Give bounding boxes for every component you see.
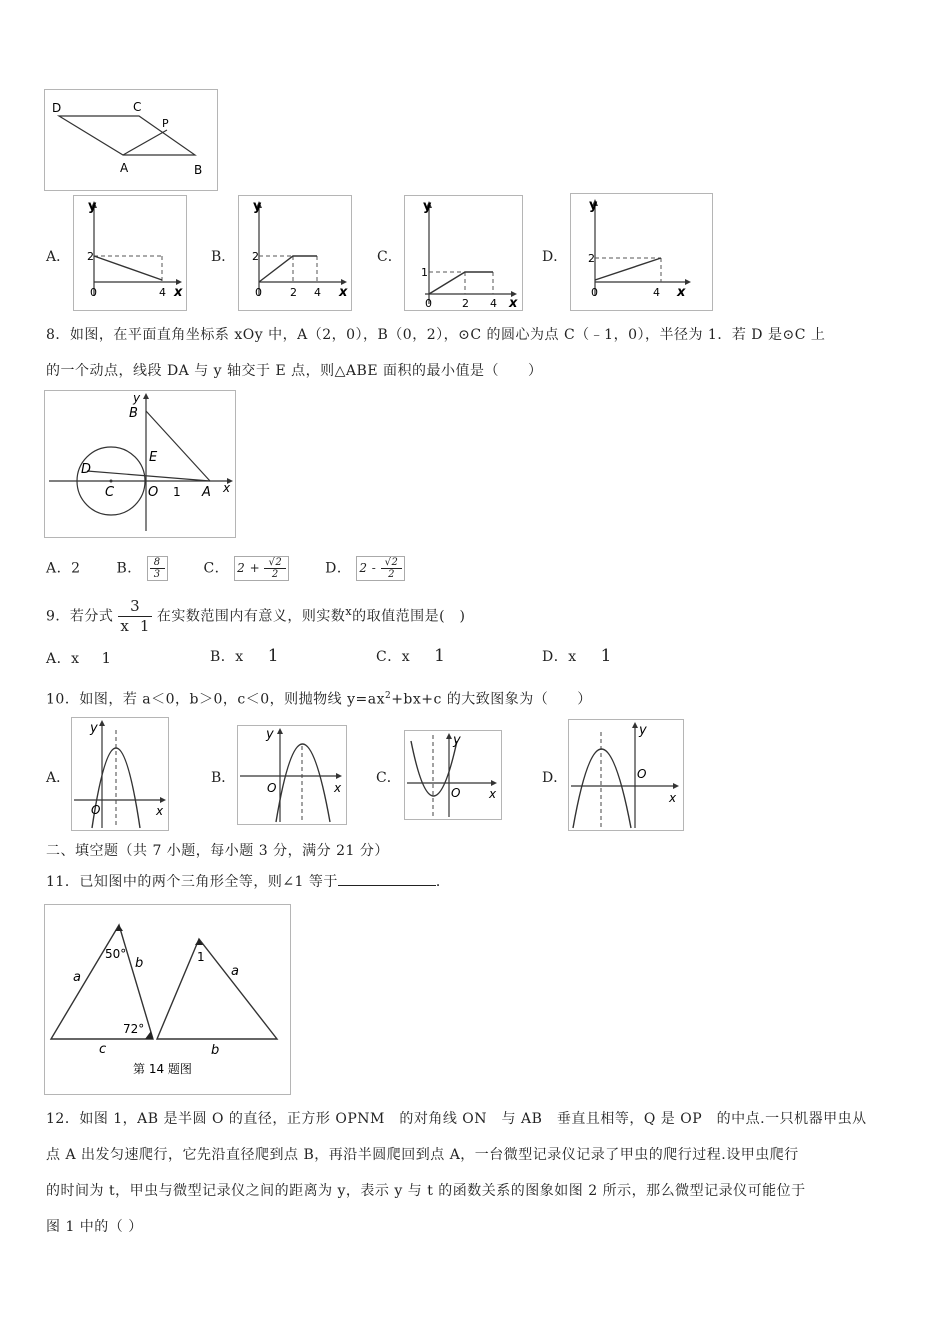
q10-option-a-label: A． — [46, 770, 71, 786]
q8-fig-x: x — [223, 481, 231, 495]
q7-label-b: B — [194, 163, 203, 177]
q11-label-a1: a — [73, 970, 81, 985]
q7-option-c-label: C． — [377, 249, 402, 265]
q10b-x: x — [334, 781, 342, 795]
q7d-y-label: y — [589, 198, 598, 213]
q8-option-c-whole: 2 + — [237, 561, 261, 575]
q11-label-50: 50° — [105, 947, 127, 961]
q9-option-c — [376, 646, 445, 667]
q12-line2: 点 A 出发匀速爬行，它先沿直径爬到点 B，再沿半圆爬回到点 A，一台微型记录仪记录了甲虫的爬行过程.设甲虫爬行 — [46, 1147, 799, 1163]
q10a-y: y — [90, 721, 98, 736]
q9-option-b-value: 1 — [267, 646, 280, 666]
q7-label-p: P — [162, 117, 169, 130]
q8-figure — [44, 390, 236, 538]
q8-option-b-label: B． — [116, 560, 142, 577]
q10-stem-sup: 2 — [384, 691, 392, 701]
q7b-x-label: x — [339, 285, 348, 300]
q10c-y: y — [453, 733, 461, 748]
q7b-tick-x4: 4 — [314, 286, 321, 299]
q7c-y-label: y — [423, 199, 432, 214]
q7d-tick-x: 4 — [653, 286, 660, 299]
q9-option-b-label: B．x — [210, 649, 244, 665]
q9-option-a-value: 1 — [101, 649, 112, 667]
q9-option-d — [542, 646, 612, 667]
q10-option-c-label: C． — [376, 770, 401, 786]
q12-line3: 的时间为 t，甲虫与微型记录仪之间的距离为 y，表示 y 与 t 的函数关系的图象如图 2 所示，那么微型记录仪可能位于 — [46, 1183, 806, 1199]
q10a-o: O — [91, 803, 101, 817]
q10b-y: y — [266, 727, 274, 742]
q10-option-a-graph — [71, 717, 169, 831]
q8-fig-b: B — [129, 406, 138, 421]
q11-label-1: 1 — [197, 950, 205, 964]
q10-option-d-label: D． — [542, 770, 568, 786]
q10-stem — [46, 686, 592, 710]
q9-option-d-value: 1 — [600, 646, 612, 666]
q7b-y-label: y — [253, 199, 262, 214]
q11-stem — [46, 871, 450, 892]
q7c-tick-y: 1 — [421, 266, 428, 279]
q7b-tick-x2: 2 — [290, 286, 297, 299]
q11-label-b1: b — [135, 956, 144, 971]
q7c-x-label: x — [509, 296, 518, 310]
q10-option-b-label: B． — [211, 770, 236, 786]
q8-fig-d: D — [81, 462, 92, 477]
q11-text: 11．已知图中的两个三角形全等，则∠1 等于 — [46, 874, 338, 890]
q7d-x-label: x — [677, 285, 686, 300]
q8-option-c-num: √2 — [264, 557, 286, 569]
q7c-tick-x2: 2 — [462, 297, 469, 310]
q8-fig-y: y — [133, 391, 141, 405]
q9-suffix-b: 的取值范围是( ) — [352, 608, 466, 625]
q8-option-d-whole: 2 - — [359, 561, 377, 575]
q8-option-c-value — [234, 556, 289, 581]
q7-figure — [44, 89, 218, 191]
q8-fig-one: 1 — [173, 485, 181, 499]
q10-stem-tail: +bx+c 的大致图象为（ ） — [391, 691, 592, 708]
q7-option-c-graph — [404, 195, 523, 311]
q7-option-b-graph — [238, 195, 352, 311]
q8-option-d-num: √2 — [381, 557, 403, 569]
q9-stem — [46, 592, 466, 637]
q7-label-a: A — [120, 161, 129, 175]
q7-label-c: C — [133, 100, 142, 114]
q7-option-a-label: A． — [46, 249, 71, 265]
q8-fig-e: E — [149, 450, 158, 465]
q7-option-d-label: D． — [542, 249, 568, 265]
q10c-o: O — [451, 786, 461, 800]
q12-line4: 图 1 中的（ ） — [46, 1219, 143, 1235]
q8-option-a: A．2 — [46, 560, 81, 577]
q11-answer-blank[interactable] — [338, 871, 436, 886]
q9-prefix: 9．若分式 — [46, 608, 114, 625]
q8-fig-a: A — [202, 485, 211, 500]
q7b-origin: 0 — [255, 286, 262, 299]
q7-option-b-label: B． — [211, 249, 236, 265]
q9-var: x — [345, 605, 353, 618]
q7-option-d-graph — [570, 193, 713, 311]
q9-frac-den: x 1 — [120, 617, 150, 636]
q10d-x: x — [669, 791, 677, 805]
q8-text-line1: 8．如图，在平面直角坐标系 xOy 中，A（2，0），B（0，2），⊙C 的圆心为点 C（﹣1，0），半径为 1．若 D 是⊙C 上 — [46, 327, 826, 343]
q7d-tick-y: 2 — [588, 252, 595, 265]
q7-option-a-graph — [73, 195, 187, 311]
q8-option-c-label: C． — [203, 560, 230, 577]
q8-option-d-den: 2 — [388, 569, 395, 580]
q7a-x-label: x — [174, 285, 183, 300]
q7d-origin: 0 — [591, 286, 598, 299]
q10-option-d-graph — [568, 719, 684, 831]
q9-option-d-label: D．x — [542, 649, 577, 665]
q7a-tick-y: 2 — [87, 250, 94, 263]
q10c-x: x — [489, 787, 497, 801]
q8-option-b-den: 3 — [153, 569, 161, 580]
q12-line1: 12．如图 1，AB 是半圆 O 的直径，正方形 OPNM 的对角线 ON 与 AB 垂直且相等，Q 是 OP 的中点.一只机器甲虫从 — [46, 1111, 867, 1127]
q11-label-b2: b — [211, 1043, 220, 1058]
q9-suffix-a: 在实数范围内有意义，则实数 — [156, 608, 346, 625]
q7b-tick-y: 2 — [252, 250, 259, 263]
q10-option-c-graph — [404, 730, 502, 820]
q9-option-a-label: A．x — [46, 651, 80, 667]
q8-option-b-num: 8 — [150, 557, 165, 569]
q10d-y: y — [639, 723, 647, 738]
q11-label-a2: a — [231, 964, 239, 979]
q10-stem-text: 10．如图，若 a＜0，b＞0，c＜0，则抛物线 y=ax — [46, 691, 385, 708]
q10b-o: O — [267, 781, 277, 795]
q8-options — [46, 556, 405, 581]
q11-label-72: 72° — [123, 1022, 145, 1036]
q8-option-d-value — [356, 556, 405, 581]
q11-text-end: ． — [435, 874, 451, 890]
q7a-y-label: y — [88, 199, 97, 214]
q8-fig-c: C — [105, 485, 115, 500]
q7-label-d: D — [52, 101, 62, 115]
q8-fig-o: O — [148, 485, 159, 500]
q9-frac-num: 3 — [118, 597, 152, 617]
q8-option-b-value — [147, 556, 168, 581]
q7c-tick-x4: 4 — [490, 297, 497, 310]
q9-fraction — [118, 597, 152, 636]
q11-label-c1: c — [99, 1042, 107, 1057]
q8-text-line2: 的一个动点，线段 DA 与 y 轴交于 E 点，则△ABE 面积的最小值是（ ） — [46, 363, 543, 379]
q11-figure — [44, 904, 291, 1095]
q9-option-a — [46, 648, 112, 669]
q10d-o: O — [637, 767, 647, 781]
q9-option-b — [210, 646, 279, 667]
q11-caption: 第 14 题图 — [133, 1062, 192, 1076]
q8-option-c-den: 2 — [271, 569, 279, 580]
q7a-origin: 0 — [90, 286, 97, 299]
q7a-tick-x: 4 — [159, 286, 166, 299]
q8-option-d-label: D． — [325, 560, 352, 577]
q9-option-c-label: C．x — [376, 649, 411, 665]
section-2-heading: 二、填空题（共 7 小题，每小题 3 分，满分 21 分） — [46, 843, 389, 859]
q10-option-b-graph — [237, 725, 347, 825]
q10a-x: x — [156, 804, 164, 818]
q9-option-c-value: 1 — [434, 646, 446, 666]
q7c-origin: 0 — [425, 297, 432, 310]
